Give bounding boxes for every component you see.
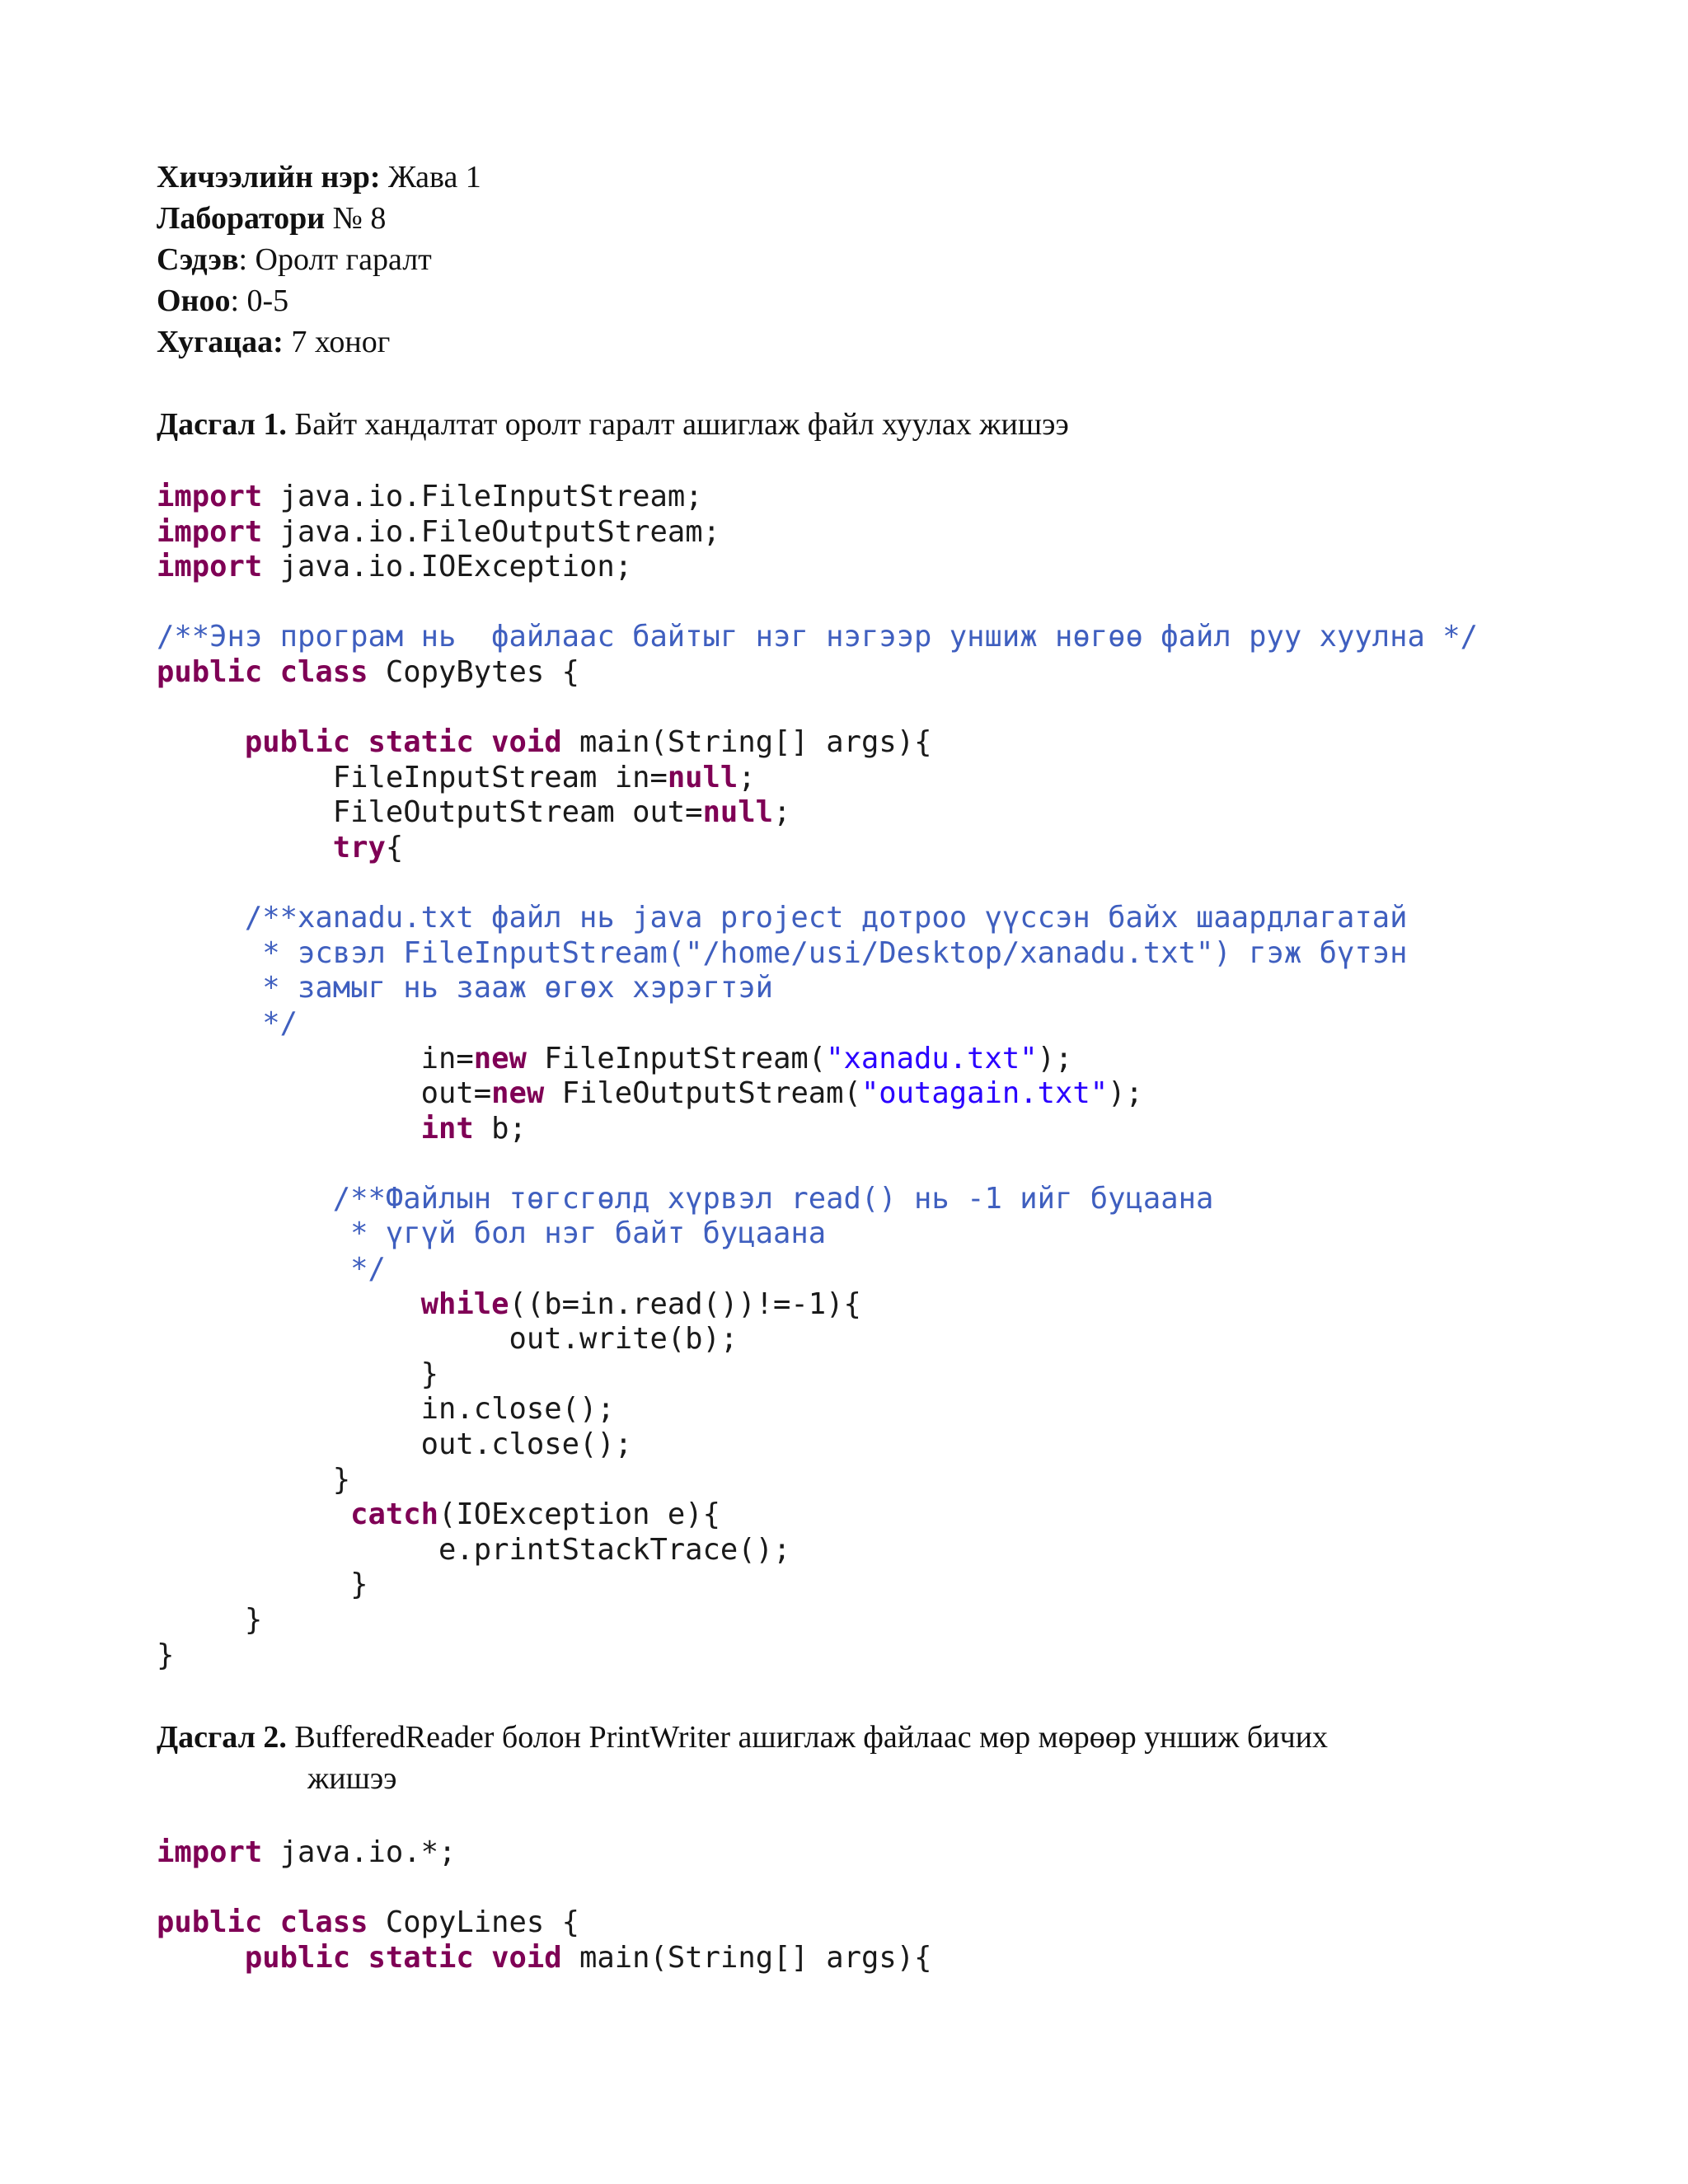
code-text: java.io.*; — [262, 1835, 457, 1869]
code-text: ((b=in.read())!=-1){ — [509, 1286, 861, 1321]
code-keyword: catch — [350, 1497, 438, 1532]
code-text — [474, 725, 491, 759]
code-line — [157, 1533, 1478, 1568]
code-line — [157, 1112, 1478, 1147]
code-line — [157, 1497, 1478, 1533]
code-block-copybytes — [157, 480, 1478, 1673]
code-line — [157, 795, 1478, 831]
code-line — [157, 655, 1478, 691]
score-value: : 0-5 — [230, 284, 289, 318]
code-keyword: void — [491, 1940, 562, 1975]
code-text: } — [157, 1462, 351, 1497]
code-text: { — [385, 830, 404, 865]
code-line — [157, 1357, 1478, 1393]
code-line — [157, 515, 1478, 551]
code-keyword: import — [157, 1835, 263, 1869]
topic-label: Сэдэв — [157, 242, 239, 277]
code-block-copylines — [157, 1835, 931, 1975]
code-comment: */ — [157, 1252, 386, 1286]
code-line — [157, 971, 1478, 1006]
code-text: (IOException e){ — [438, 1497, 720, 1532]
code-line — [157, 1146, 1478, 1182]
code-line — [157, 585, 1478, 621]
code-text — [474, 1941, 491, 1975]
code-keyword: public — [244, 725, 351, 760]
code-text — [157, 1112, 421, 1146]
exercise-1-label: Дасгал 1. — [157, 407, 287, 442]
code-keyword: new — [491, 1076, 545, 1111]
code-line — [157, 1252, 1478, 1287]
code-keyword: class — [279, 1905, 368, 1940]
code-text: FileOutputStream out= — [157, 795, 703, 830]
code-keyword: int — [420, 1111, 474, 1146]
topic-row — [157, 239, 481, 280]
code-text: java.io.FileOutputStream; — [262, 514, 720, 549]
topic-value: : Оролт гаралт — [238, 242, 432, 277]
code-text: in.close(); — [157, 1392, 615, 1427]
code-keyword: public — [157, 654, 263, 689]
code-text: ; — [738, 760, 756, 794]
code-comment: /**Файлын төгсгөлд хүрвэл read() нь -1 ийг буцаана — [157, 1181, 1214, 1216]
code-keyword: null — [702, 795, 774, 830]
code-comment: /**xanadu.txt файл нь java project дотроо үүссэн байх шаардлагатай — [157, 901, 1408, 935]
code-string: "xanadu.txt" — [826, 1041, 1038, 1076]
code-text: main(String[] args){ — [561, 1940, 932, 1975]
code-line — [157, 1905, 931, 1941]
code-keyword: static — [368, 1940, 474, 1975]
code-keyword: import — [157, 550, 263, 584]
code-text: out.close(); — [157, 1427, 633, 1462]
code-comment: * үгүй бол нэг байт буцаана — [157, 1216, 827, 1251]
code-text — [262, 655, 279, 689]
code-text: CopyBytes { — [368, 654, 579, 689]
code-text: java.io.FileInputStream; — [262, 480, 703, 513]
code-line — [157, 1638, 1478, 1674]
code-line — [157, 901, 1478, 936]
exercise-2-text-continuation: жишээ — [307, 1761, 397, 1796]
code-text — [350, 1941, 368, 1975]
code-line — [157, 725, 1478, 761]
code-keyword: try — [332, 830, 386, 865]
code-text: } — [157, 1638, 175, 1672]
code-keyword: class — [279, 654, 368, 689]
code-text: FileOutputStream( — [544, 1076, 861, 1111]
lab-number-row — [157, 198, 481, 239]
code-text: e.printStackTrace(); — [157, 1532, 791, 1567]
exercise-1-text: Байт хандалтат оролт гаралт ашиглаж файл хуулах жишээ — [286, 407, 1069, 442]
exercise-2-label: Дасгал 2. — [157, 1720, 287, 1755]
exercise-2-text: BufferedReader болон PrintWriter ашиглаж файлаас мөр мөрөөр уншиж бичих — [286, 1720, 1329, 1755]
code-line — [157, 1603, 1478, 1638]
duration-row — [157, 321, 481, 363]
code-keyword: void — [491, 725, 562, 760]
score-row — [157, 280, 481, 321]
code-line — [157, 1871, 931, 1906]
code-line — [157, 866, 1478, 902]
code-keyword: static — [368, 725, 474, 760]
code-text: main(String[] args){ — [561, 725, 932, 760]
code-text: b; — [473, 1111, 527, 1146]
code-text — [350, 725, 368, 759]
code-comment: * эсвэл FileInputStream("/home/usi/Desktop/xanadu.txt") гэж бүтэн — [157, 935, 1408, 970]
duration-label: Хугацаа: — [157, 325, 284, 359]
code-keyword: public — [157, 1905, 263, 1940]
code-keyword: public — [244, 1940, 351, 1975]
code-text: CopyLines { — [368, 1905, 579, 1940]
code-text — [157, 1497, 350, 1531]
course-name-value: Жава 1 — [380, 160, 481, 194]
code-line — [157, 831, 1478, 866]
code-line — [157, 1076, 1478, 1112]
code-line — [157, 550, 1478, 585]
code-text: java.io.IOException; — [262, 550, 633, 584]
code-comment: /**Энэ програм нь файлаас байтыг нэг нэгээр уншиж нөгөө файл руу хуулна */ — [157, 620, 1478, 654]
code-line — [157, 1392, 1478, 1427]
code-comment: */ — [157, 1005, 298, 1040]
code-line — [157, 480, 1478, 515]
code-text — [262, 1905, 279, 1939]
code-comment: * замыг нь зааж өгөх хэрэгтэй — [157, 971, 774, 1005]
score-label: Оноо — [157, 284, 231, 318]
code-keyword: null — [667, 760, 738, 794]
lab-number-label: Лаборатори — [157, 201, 326, 236]
code-text — [157, 1287, 421, 1321]
exercise-1-title — [157, 404, 1069, 445]
code-line — [157, 1941, 931, 1976]
code-text — [157, 1941, 245, 1975]
code-string: "outagain.txt" — [860, 1076, 1109, 1111]
code-line — [157, 761, 1478, 796]
code-keyword: import — [157, 480, 263, 513]
code-text: FileInputStream( — [526, 1041, 827, 1076]
code-text: ); — [1108, 1076, 1143, 1111]
code-line — [157, 1568, 1478, 1603]
code-keyword: while — [420, 1286, 509, 1321]
code-text: in= — [157, 1041, 474, 1076]
code-text — [157, 725, 245, 759]
code-line — [157, 620, 1478, 655]
code-line — [157, 691, 1478, 726]
code-line — [157, 936, 1478, 972]
code-line — [157, 1216, 1478, 1252]
code-text: out.write(b); — [157, 1322, 738, 1357]
code-keyword: new — [473, 1041, 527, 1076]
code-text: } — [157, 1357, 438, 1391]
code-line — [157, 1835, 931, 1871]
code-text: } — [157, 1568, 368, 1602]
lab-number-value: № 8 — [325, 201, 387, 236]
code-text: ); — [1037, 1041, 1073, 1076]
code-text — [157, 831, 333, 865]
code-line — [157, 1182, 1478, 1217]
code-keyword: import — [157, 514, 263, 549]
exercise-2-title — [157, 1717, 1328, 1758]
code-text: out= — [157, 1076, 492, 1111]
code-line — [157, 1287, 1478, 1323]
code-line — [157, 1427, 1478, 1463]
code-line — [157, 1463, 1478, 1498]
course-name-row — [157, 157, 481, 198]
code-text: FileInputStream in= — [157, 760, 668, 794]
lab-header — [157, 157, 481, 363]
course-name-label: Хичээлийн нэр: — [157, 160, 381, 194]
code-text: } — [157, 1603, 263, 1637]
duration-value: 7 хоног — [283, 325, 391, 359]
code-line — [157, 1006, 1478, 1042]
code-line — [157, 1322, 1478, 1357]
code-line — [157, 1042, 1478, 1077]
code-text: ; — [773, 795, 791, 830]
